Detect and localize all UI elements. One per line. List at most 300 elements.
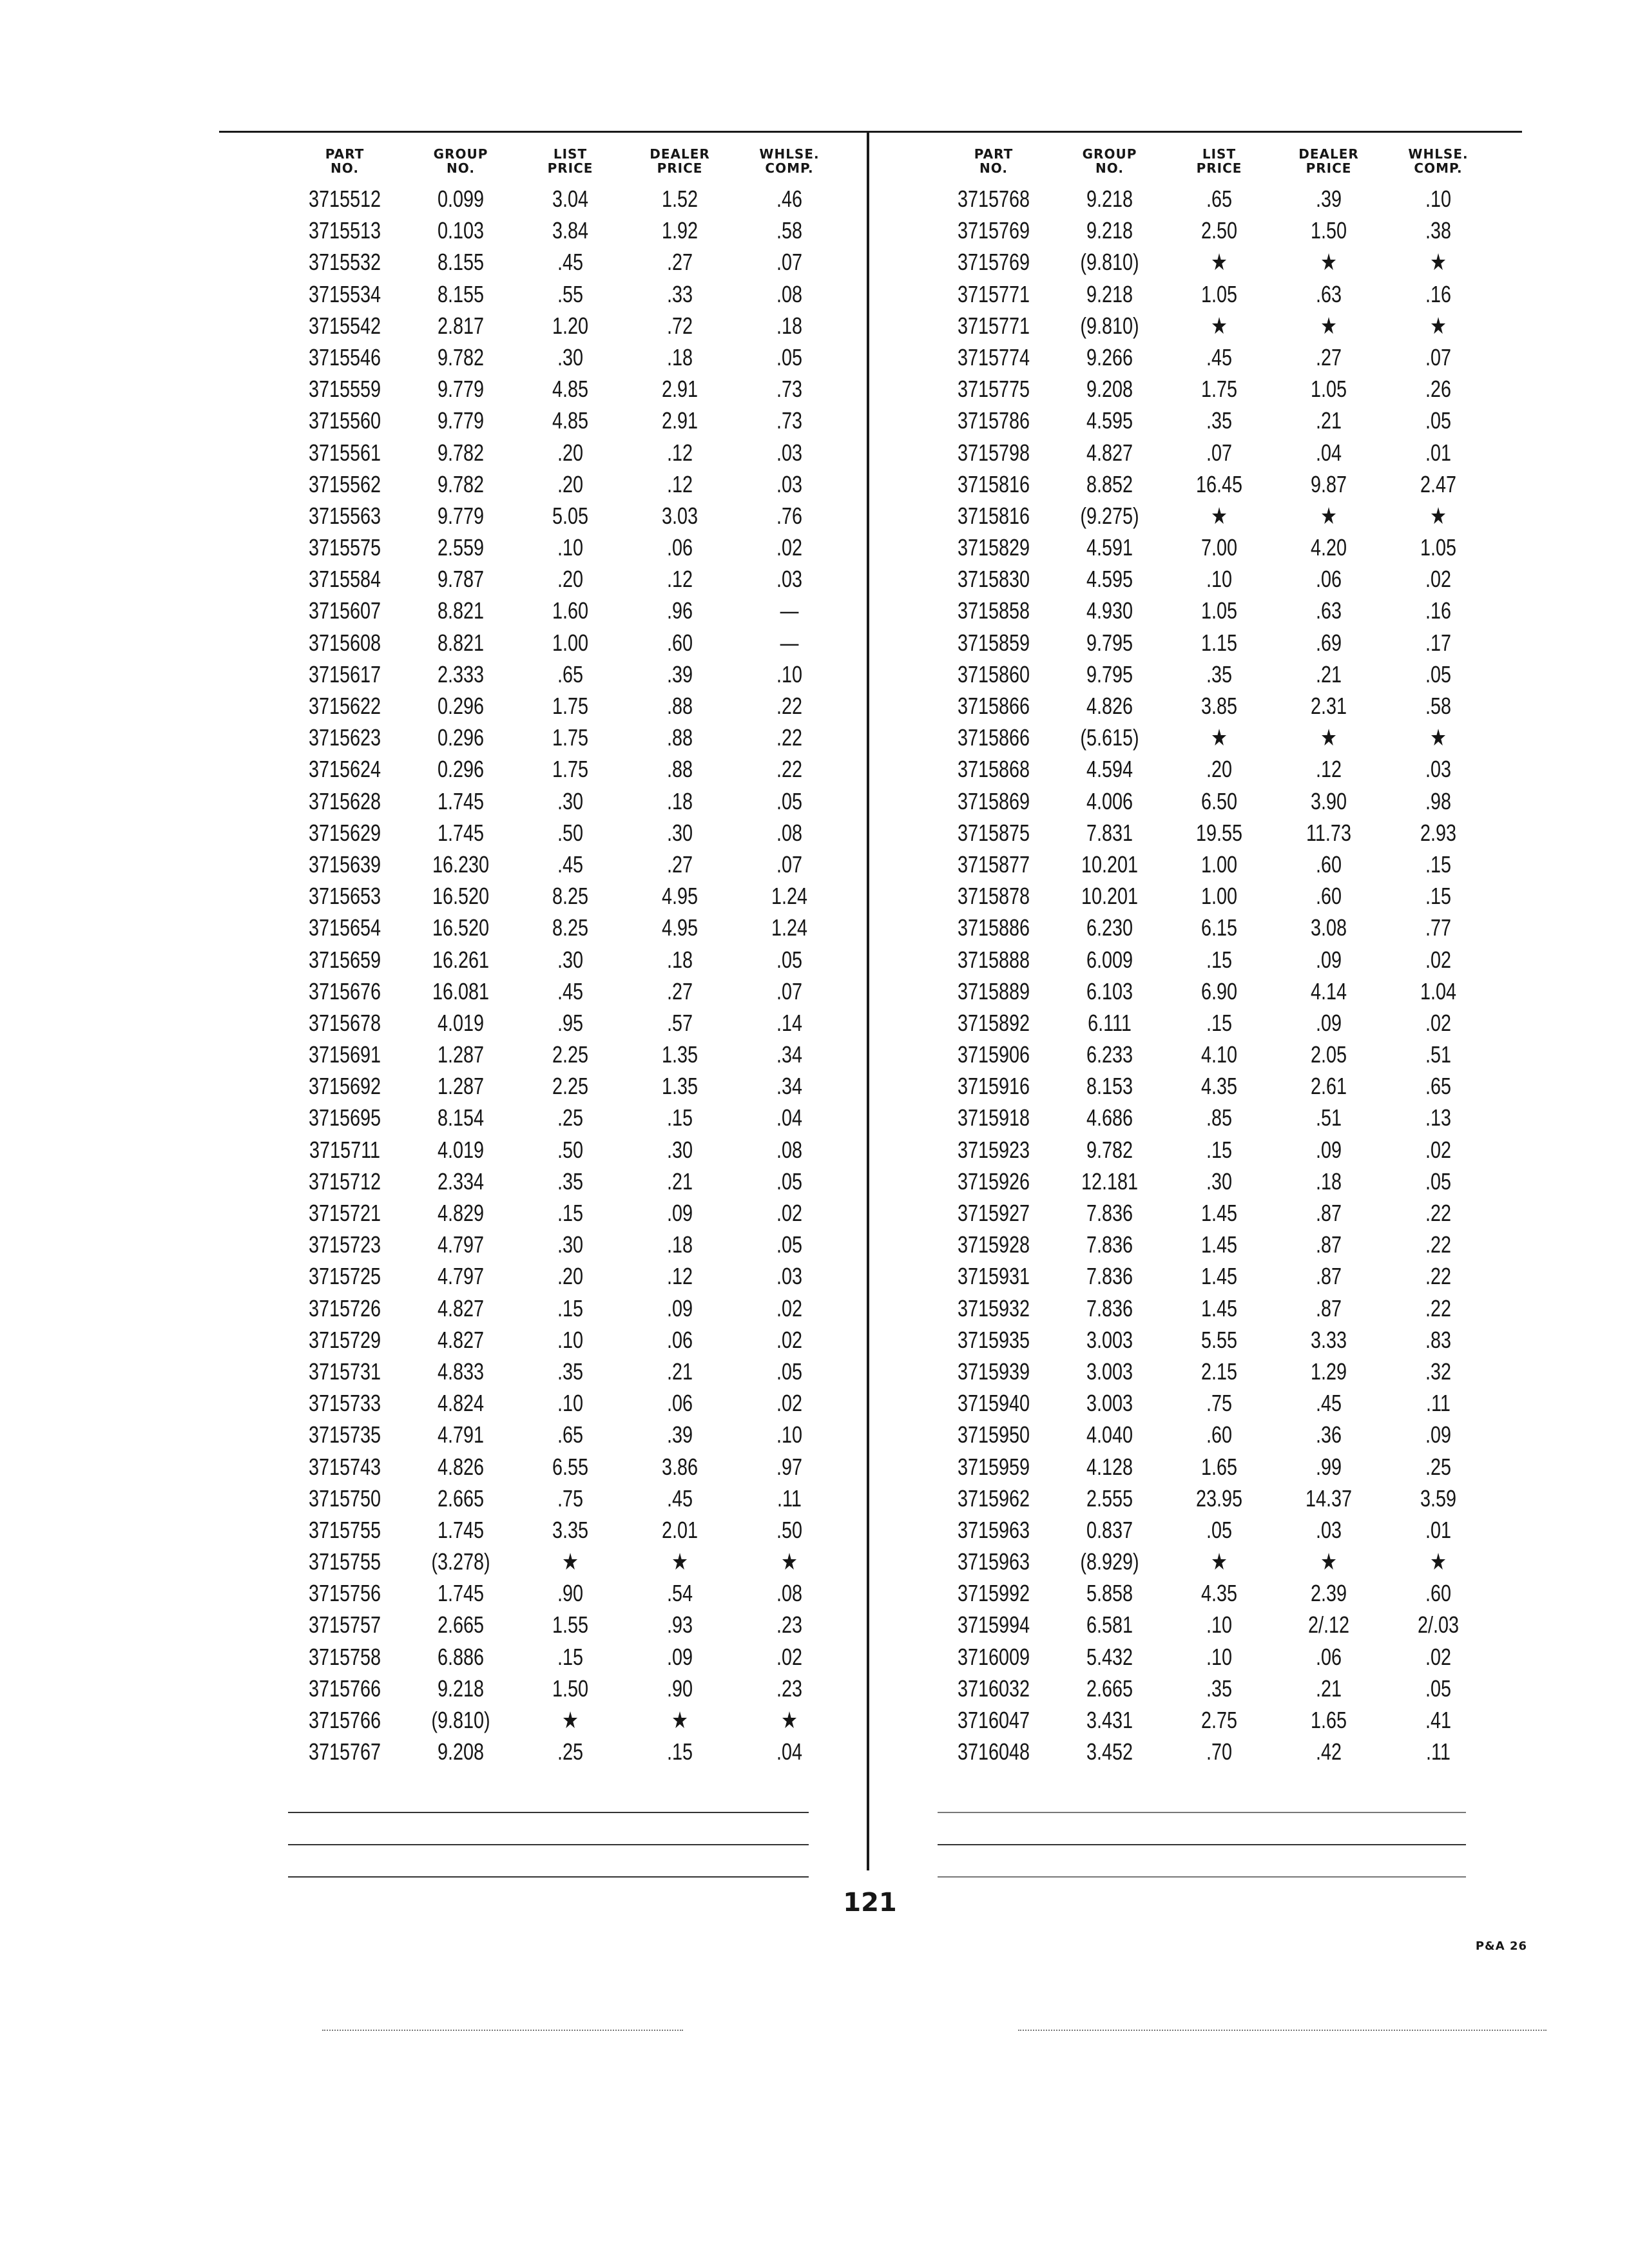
- cell-dealer-price: 14.37: [1305, 1485, 1353, 1512]
- cell-list-price: .15: [557, 1643, 584, 1670]
- cell-part-no: 3715886: [957, 914, 1030, 941]
- cell-part-no: 3715735: [308, 1421, 381, 1448]
- cell-part-no: 3715731: [308, 1358, 381, 1385]
- cell-group-no: 9.218: [1086, 217, 1133, 244]
- cell-dealer-price: .87: [1315, 1294, 1342, 1321]
- cell-dealer-price: ★: [1320, 249, 1337, 276]
- cell-part-no: 3715927: [957, 1200, 1030, 1226]
- cell-group-no: 2.559: [437, 534, 485, 561]
- cell-dealer-price: 4.95: [661, 914, 699, 941]
- cell-group-no: 2.665: [437, 1485, 485, 1512]
- cell-whlse-comp: .58: [1425, 693, 1452, 719]
- cell-list-price: 8.25: [552, 914, 589, 941]
- cell-part-no: 3715756: [308, 1580, 381, 1607]
- cell-group-no: 9.782: [437, 439, 485, 466]
- cell-group-no: 0.837: [1086, 1516, 1133, 1543]
- cell-list-price: .20: [1206, 756, 1233, 783]
- cell-whlse-comp: .02: [776, 1326, 803, 1353]
- cell-group-no: 8.821: [437, 629, 485, 656]
- cell-whlse-comp: .01: [1425, 439, 1452, 466]
- cell-whlse-comp: .07: [776, 977, 803, 1004]
- cell-part-no: 3715774: [957, 343, 1030, 370]
- cell-part-no: 3715889: [957, 977, 1030, 1004]
- cell-dealer-price: .99: [1315, 1453, 1342, 1480]
- cell-dealer-price: .09: [666, 1643, 693, 1670]
- cell-list-price: 2.25: [552, 1041, 589, 1068]
- cell-dealer-price: .18: [1315, 1168, 1342, 1195]
- cell-dealer-price: .33: [666, 280, 693, 307]
- cell-whlse-comp: .15: [1425, 883, 1452, 910]
- cell-group-no: 8.154: [437, 1104, 485, 1131]
- cell-whlse-comp: .01: [1425, 1516, 1452, 1543]
- page-number: 121: [843, 1888, 897, 1917]
- cell-part-no: 3715771: [957, 312, 1030, 339]
- footer-rule: [938, 1812, 1466, 1813]
- cell-whlse-comp: 1.24: [771, 914, 808, 941]
- cell-list-price: 4.10: [1200, 1041, 1238, 1068]
- cell-list-price: .50: [557, 1136, 584, 1163]
- cell-group-no: 8.821: [437, 597, 485, 624]
- cell-dealer-price: .12: [1315, 756, 1342, 783]
- cell-list-price: .20: [557, 439, 584, 466]
- cell-dealer-price: .06: [666, 534, 693, 561]
- cell-part-no: 3715962: [957, 1485, 1030, 1512]
- cell-part-no: 3715512: [308, 186, 381, 212]
- cell-list-price: .15: [557, 1294, 584, 1321]
- cell-dealer-price: .87: [1315, 1263, 1342, 1290]
- cell-group-no: 4.006: [1086, 787, 1133, 814]
- cell-group-no: 6.230: [1086, 914, 1133, 941]
- cell-whlse-comp: 2.47: [1420, 470, 1457, 497]
- cell-group-no: 8.155: [437, 249, 485, 276]
- cell-dealer-price: ★: [1320, 724, 1337, 751]
- cell-list-price: ★: [1211, 502, 1228, 529]
- cell-dealer-price: .06: [666, 1390, 693, 1417]
- cell-dealer-price: .96: [666, 597, 693, 624]
- cell-whlse-comp: .15: [1425, 850, 1452, 878]
- cell-part-no: 3715940: [957, 1390, 1030, 1417]
- cell-group-no: 8.153: [1086, 1073, 1133, 1100]
- cell-group-no: 16.261: [432, 946, 490, 973]
- cell-part-no: 3715639: [308, 850, 381, 878]
- cell-part-no: 3715860: [957, 660, 1030, 687]
- cell-dealer-price: .06: [1315, 566, 1342, 593]
- cell-list-price: .07: [1206, 439, 1233, 466]
- cell-whlse-comp: .08: [776, 1580, 803, 1607]
- header-part-no: PART NO.: [974, 146, 1014, 176]
- cell-group-no: (9.810): [1080, 249, 1139, 276]
- cell-list-price: .50: [557, 819, 584, 846]
- cell-group-no: (8.929): [1080, 1548, 1139, 1575]
- cell-dealer-price: .45: [666, 1485, 693, 1512]
- cell-part-no: 3715858: [957, 597, 1030, 624]
- cell-group-no: 9.218: [1086, 280, 1133, 307]
- cell-part-no: 3715866: [957, 724, 1030, 751]
- cell-list-price: .30: [1206, 1168, 1233, 1195]
- footer-rule: [288, 1812, 809, 1813]
- cell-list-price: 19.55: [1195, 819, 1243, 846]
- cell-list-price: .35: [1206, 660, 1233, 687]
- cell-list-price: 4.35: [1200, 1580, 1238, 1607]
- cell-part-no: 3715676: [308, 977, 381, 1004]
- cell-list-price: 1.15: [1200, 629, 1238, 656]
- cell-group-no: 7.836: [1086, 1200, 1133, 1226]
- cell-group-no: (5.615): [1080, 724, 1139, 751]
- cell-part-no: 3715653: [308, 883, 381, 910]
- cell-dealer-price: ★: [1320, 312, 1337, 339]
- cell-dealer-price: 4.95: [661, 883, 699, 910]
- cell-dealer-price: .18: [666, 1231, 693, 1258]
- cell-list-price: 6.90: [1200, 977, 1238, 1004]
- cell-group-no: 6.009: [1086, 946, 1133, 973]
- cell-list-price: 4.85: [552, 407, 589, 434]
- cell-whlse-comp: ★: [1430, 249, 1447, 276]
- cell-whlse-comp: .11: [1426, 1738, 1451, 1765]
- cell-dealer-price: 9.87: [1310, 470, 1347, 497]
- cell-part-no: 3715729: [308, 1326, 381, 1353]
- cell-list-price: .90: [557, 1580, 584, 1607]
- cell-part-no: 3715830: [957, 566, 1030, 593]
- cell-whlse-comp: .22: [1425, 1200, 1452, 1226]
- cell-list-price: 2.25: [552, 1073, 589, 1100]
- cell-dealer-price: 4.20: [1310, 534, 1347, 561]
- cell-list-price: 1.75: [552, 756, 589, 783]
- cell-group-no: 0.296: [437, 756, 485, 783]
- cell-list-price: .65: [1206, 186, 1233, 212]
- cell-part-no: 3716048: [957, 1738, 1030, 1765]
- cell-group-no: 6.581: [1086, 1611, 1133, 1639]
- cell-whlse-comp: .16: [1425, 597, 1452, 624]
- cell-list-price: .25: [557, 1738, 584, 1765]
- cell-part-no: 3715654: [308, 914, 381, 941]
- cell-whlse-comp: .02: [776, 1643, 803, 1670]
- cell-list-price: 3.04: [552, 186, 589, 212]
- cell-group-no: 4.833: [437, 1358, 485, 1385]
- cell-group-no: 4.595: [1086, 566, 1133, 593]
- cell-whlse-comp: .02: [1425, 1643, 1452, 1670]
- cell-part-no: 3715723: [308, 1231, 381, 1258]
- cell-dealer-price: .27: [666, 977, 693, 1004]
- cell-whlse-comp: .77: [1425, 914, 1452, 941]
- cell-whlse-comp: ★: [781, 1548, 798, 1575]
- cell-dealer-price: 3.08: [1310, 914, 1347, 941]
- cell-list-price: .45: [557, 249, 584, 276]
- cell-dealer-price: .12: [666, 470, 693, 497]
- cell-list-price: 3.84: [552, 217, 589, 244]
- cell-part-no: 3715678: [308, 1009, 381, 1036]
- cell-list-price: 1.50: [552, 1675, 589, 1702]
- cell-dealer-price: .18: [666, 946, 693, 973]
- cell-group-no: 9.787: [437, 566, 485, 593]
- cell-dealer-price: .03: [1315, 1516, 1342, 1543]
- cell-group-no: 4.791: [437, 1421, 485, 1448]
- cell-dealer-price: .57: [666, 1009, 693, 1036]
- cell-dealer-price: .42: [1315, 1738, 1342, 1765]
- cell-group-no: 4.594: [1086, 756, 1133, 783]
- cell-list-price: .35: [1206, 1675, 1233, 1702]
- cell-dealer-price: .39: [666, 660, 693, 687]
- header-list-price: LIST PRICE: [1196, 146, 1242, 176]
- cell-dealer-price: .88: [666, 693, 693, 719]
- cell-whlse-comp: .07: [776, 850, 803, 878]
- cell-whlse-comp: .51: [1425, 1041, 1452, 1068]
- cell-group-no: 6.103: [1086, 977, 1133, 1004]
- cell-whlse-comp: 2.93: [1420, 819, 1457, 846]
- cell-group-no: 8.155: [437, 280, 485, 307]
- cell-group-no: 4.829: [437, 1200, 485, 1226]
- cell-part-no: 3715534: [308, 280, 381, 307]
- cell-whlse-comp: .05: [776, 787, 803, 814]
- cell-whlse-comp: .18: [776, 312, 803, 339]
- cell-group-no: 2.817: [437, 312, 485, 339]
- footer-rule: [288, 1844, 809, 1845]
- cell-group-no: 4.040: [1086, 1421, 1133, 1448]
- cell-part-no: 3716009: [957, 1643, 1030, 1670]
- cell-dealer-price: ★: [671, 1548, 688, 1575]
- cell-group-no: 9.266: [1086, 343, 1133, 370]
- cell-whlse-comp: .04: [776, 1738, 803, 1765]
- cell-list-price: 2.50: [1200, 217, 1238, 244]
- cell-whlse-comp: .50: [776, 1516, 803, 1543]
- cell-list-price: 5.55: [1200, 1326, 1238, 1353]
- cell-dealer-price: .88: [666, 756, 693, 783]
- cell-dealer-price: .60: [666, 629, 693, 656]
- cell-group-no: 9.795: [1086, 660, 1133, 687]
- cell-dealer-price: 1.05: [1310, 376, 1347, 403]
- cell-part-no: 3715906: [957, 1041, 1030, 1068]
- cell-part-no: 3715726: [308, 1294, 381, 1321]
- cell-dealer-price: .51: [1315, 1104, 1342, 1131]
- cell-group-no: 12.181: [1081, 1168, 1139, 1195]
- cell-part-no: 3715712: [308, 1168, 381, 1195]
- cell-list-price: 1.00: [1200, 883, 1238, 910]
- cell-part-no: 3715758: [308, 1643, 381, 1670]
- cell-group-no: 4.797: [437, 1263, 485, 1290]
- cell-dealer-price: ★: [1320, 1548, 1337, 1575]
- cell-dealer-price: 1.35: [661, 1041, 699, 1068]
- cell-list-price: 2.75: [1200, 1707, 1238, 1733]
- cell-list-price: .15: [1206, 1136, 1233, 1163]
- cell-whlse-comp: 1.05: [1420, 534, 1457, 561]
- cell-group-no: 4.827: [1086, 439, 1133, 466]
- cell-dealer-price: .54: [666, 1580, 693, 1607]
- cell-group-no: 7.836: [1086, 1231, 1133, 1258]
- cell-part-no: 3715994: [957, 1611, 1030, 1639]
- footer-rule: [938, 1844, 1466, 1845]
- cell-list-price: 8.25: [552, 883, 589, 910]
- cell-part-no: 3715725: [308, 1263, 381, 1290]
- cell-whlse-comp: .02: [1425, 1136, 1452, 1163]
- cell-whlse-comp: .23: [776, 1675, 803, 1702]
- cell-list-price: .45: [557, 850, 584, 878]
- cell-whlse-comp: .03: [1425, 756, 1452, 783]
- footer-rule: [288, 1876, 809, 1878]
- cell-list-price: 1.55: [552, 1611, 589, 1639]
- cell-dealer-price: .27: [666, 850, 693, 878]
- cell-dealer-price: .45: [1315, 1390, 1342, 1417]
- cell-list-price: .25: [557, 1104, 584, 1131]
- cell-list-price: 6.50: [1200, 787, 1238, 814]
- cell-part-no: 3715608: [308, 629, 381, 656]
- cell-group-no: 9.779: [437, 407, 485, 434]
- cell-part-no: 3715888: [957, 946, 1030, 973]
- cell-dealer-price: .09: [1315, 1009, 1342, 1036]
- scan-artifact: [1018, 2030, 1547, 2032]
- cell-whlse-comp: .14: [776, 1009, 803, 1036]
- cell-part-no: 3715695: [308, 1104, 381, 1131]
- cell-part-no: 3715607: [308, 597, 381, 624]
- cell-group-no: 5.432: [1086, 1643, 1133, 1670]
- cell-group-no: 4.595: [1086, 407, 1133, 434]
- cell-part-no: 3715546: [308, 343, 381, 370]
- cell-dealer-price: .90: [666, 1675, 693, 1702]
- header-list-price: LIST PRICE: [547, 146, 593, 176]
- cell-list-price: .30: [557, 787, 584, 814]
- cell-whlse-comp: .02: [776, 1294, 803, 1321]
- cell-part-no: 3715829: [957, 534, 1030, 561]
- page-code: P&A 26: [1475, 1939, 1527, 1953]
- cell-part-no: 3715798: [957, 439, 1030, 466]
- cell-list-price: 1.05: [1200, 280, 1238, 307]
- cell-list-price: .20: [557, 470, 584, 497]
- cell-dealer-price: .18: [666, 343, 693, 370]
- cell-group-no: 1.745: [437, 1516, 485, 1543]
- cell-whlse-comp: .22: [1425, 1231, 1452, 1258]
- cell-list-price: .65: [557, 1421, 584, 1448]
- cell-list-price: .65: [557, 660, 584, 687]
- cell-list-price: .35: [557, 1358, 584, 1385]
- cell-group-no: 1.745: [437, 787, 485, 814]
- cell-whlse-comp: .09: [1425, 1421, 1452, 1448]
- cell-dealer-price: 2.39: [1310, 1580, 1347, 1607]
- cell-whlse-comp: .10: [1425, 186, 1452, 212]
- cell-dealer-price: 4.14: [1310, 977, 1347, 1004]
- header-group-no: GROUP NO.: [433, 146, 488, 176]
- cell-list-price: 4.35: [1200, 1073, 1238, 1100]
- cell-list-price: 2.15: [1200, 1358, 1238, 1385]
- cell-whlse-comp: .02: [1425, 946, 1452, 973]
- cell-whlse-comp: .03: [776, 566, 803, 593]
- cell-part-no: 3715755: [308, 1548, 381, 1575]
- cell-group-no: 9.218: [1086, 186, 1133, 212]
- cell-group-no: 5.858: [1086, 1580, 1133, 1607]
- cell-whlse-comp: .02: [776, 534, 803, 561]
- cell-list-price: .75: [557, 1485, 584, 1512]
- cell-whlse-comp: ★: [781, 1707, 798, 1733]
- cell-part-no: 3715769: [957, 217, 1030, 244]
- cell-dealer-price: 3.33: [1310, 1326, 1347, 1353]
- cell-list-price: 1.45: [1200, 1200, 1238, 1226]
- cell-whlse-comp: .10: [776, 1421, 803, 1448]
- cell-whlse-comp: 2/.03: [1417, 1611, 1460, 1639]
- cell-part-no: 3715622: [308, 693, 381, 719]
- cell-dealer-price: .39: [666, 1421, 693, 1448]
- cell-whlse-comp: .26: [1425, 376, 1452, 403]
- cell-whlse-comp: .22: [1425, 1294, 1452, 1321]
- cell-whlse-comp: .03: [776, 439, 803, 466]
- cell-group-no: (9.275): [1080, 502, 1139, 529]
- cell-list-price: .10: [557, 534, 584, 561]
- cell-list-price: .20: [557, 1263, 584, 1290]
- cell-dealer-price: 3.03: [661, 502, 699, 529]
- cell-part-no: 3715559: [308, 376, 381, 403]
- cell-whlse-comp: .41: [1425, 1707, 1452, 1733]
- cell-part-no: 3715932: [957, 1294, 1030, 1321]
- cell-part-no: 3715659: [308, 946, 381, 973]
- cell-group-no: (3.278): [431, 1548, 490, 1575]
- cell-group-no: 16.230: [432, 850, 490, 878]
- cell-whlse-comp: .11: [777, 1485, 802, 1512]
- header-part-no: PART NO.: [325, 146, 365, 176]
- cell-group-no: 7.836: [1086, 1294, 1133, 1321]
- cell-group-no: 16.520: [432, 883, 490, 910]
- cell-whlse-comp: ★: [1430, 312, 1447, 339]
- cell-dealer-price: 1.92: [661, 217, 699, 244]
- cell-list-price: 1.20: [552, 312, 589, 339]
- cell-whlse-comp: ★: [1430, 1548, 1447, 1575]
- cell-list-price: ★: [1211, 312, 1228, 339]
- cell-part-no: 3715963: [957, 1548, 1030, 1575]
- cell-whlse-comp: .34: [776, 1073, 803, 1100]
- cell-part-no: 3715560: [308, 407, 381, 434]
- cell-part-no: 3715733: [308, 1390, 381, 1417]
- cell-dealer-price: .39: [1315, 186, 1342, 212]
- cell-group-no: 2.665: [1086, 1675, 1133, 1702]
- cell-list-price: .10: [1206, 566, 1233, 593]
- cell-group-no: (9.810): [431, 1707, 490, 1733]
- cell-part-no: 3715628: [308, 787, 381, 814]
- cell-whlse-comp: .65: [1425, 1073, 1452, 1100]
- cell-dealer-price: .18: [666, 787, 693, 814]
- cell-dealer-price: .21: [666, 1168, 693, 1195]
- cell-list-price: 4.85: [552, 376, 589, 403]
- cell-list-price: 1.75: [552, 693, 589, 719]
- cell-whlse-comp: .83: [1425, 1326, 1452, 1353]
- cell-whlse-comp: .98: [1425, 787, 1452, 814]
- cell-dealer-price: .21: [666, 1358, 693, 1385]
- cell-group-no: 2.555: [1086, 1485, 1133, 1512]
- cell-dealer-price: 2.91: [661, 407, 699, 434]
- cell-dealer-price: .12: [666, 439, 693, 466]
- cell-part-no: 3715923: [957, 1136, 1030, 1163]
- cell-dealer-price: .06: [666, 1326, 693, 1353]
- cell-dealer-price: .30: [666, 819, 693, 846]
- cell-list-price: .30: [557, 946, 584, 973]
- cell-dealer-price: 2/.12: [1307, 1611, 1350, 1639]
- cell-whlse-comp: .17: [1425, 629, 1452, 656]
- cell-list-price: .70: [1206, 1738, 1233, 1765]
- cell-part-no: 3715878: [957, 883, 1030, 910]
- cell-part-no: 3715869: [957, 787, 1030, 814]
- cell-group-no: 1.287: [437, 1041, 485, 1068]
- cell-whlse-comp: .73: [776, 376, 803, 403]
- cell-whlse-comp: —: [780, 629, 799, 656]
- cell-list-price: .15: [1206, 1009, 1233, 1036]
- cell-part-no: 3715743: [308, 1453, 381, 1480]
- cell-list-price: ★: [1211, 249, 1228, 276]
- cell-part-no: 3715868: [957, 756, 1030, 783]
- cell-whlse-comp: .34: [776, 1041, 803, 1068]
- cell-list-price: .10: [1206, 1611, 1233, 1639]
- cell-list-price: ★: [1211, 724, 1228, 751]
- cell-part-no: 3715617: [308, 660, 381, 687]
- cell-dealer-price: .30: [666, 1136, 693, 1163]
- cell-part-no: 3715766: [308, 1675, 381, 1702]
- cell-dealer-price: .15: [666, 1738, 693, 1765]
- cell-dealer-price: .93: [666, 1611, 693, 1639]
- cell-part-no: 3715816: [957, 470, 1030, 497]
- cell-list-price: ★: [1211, 1548, 1228, 1575]
